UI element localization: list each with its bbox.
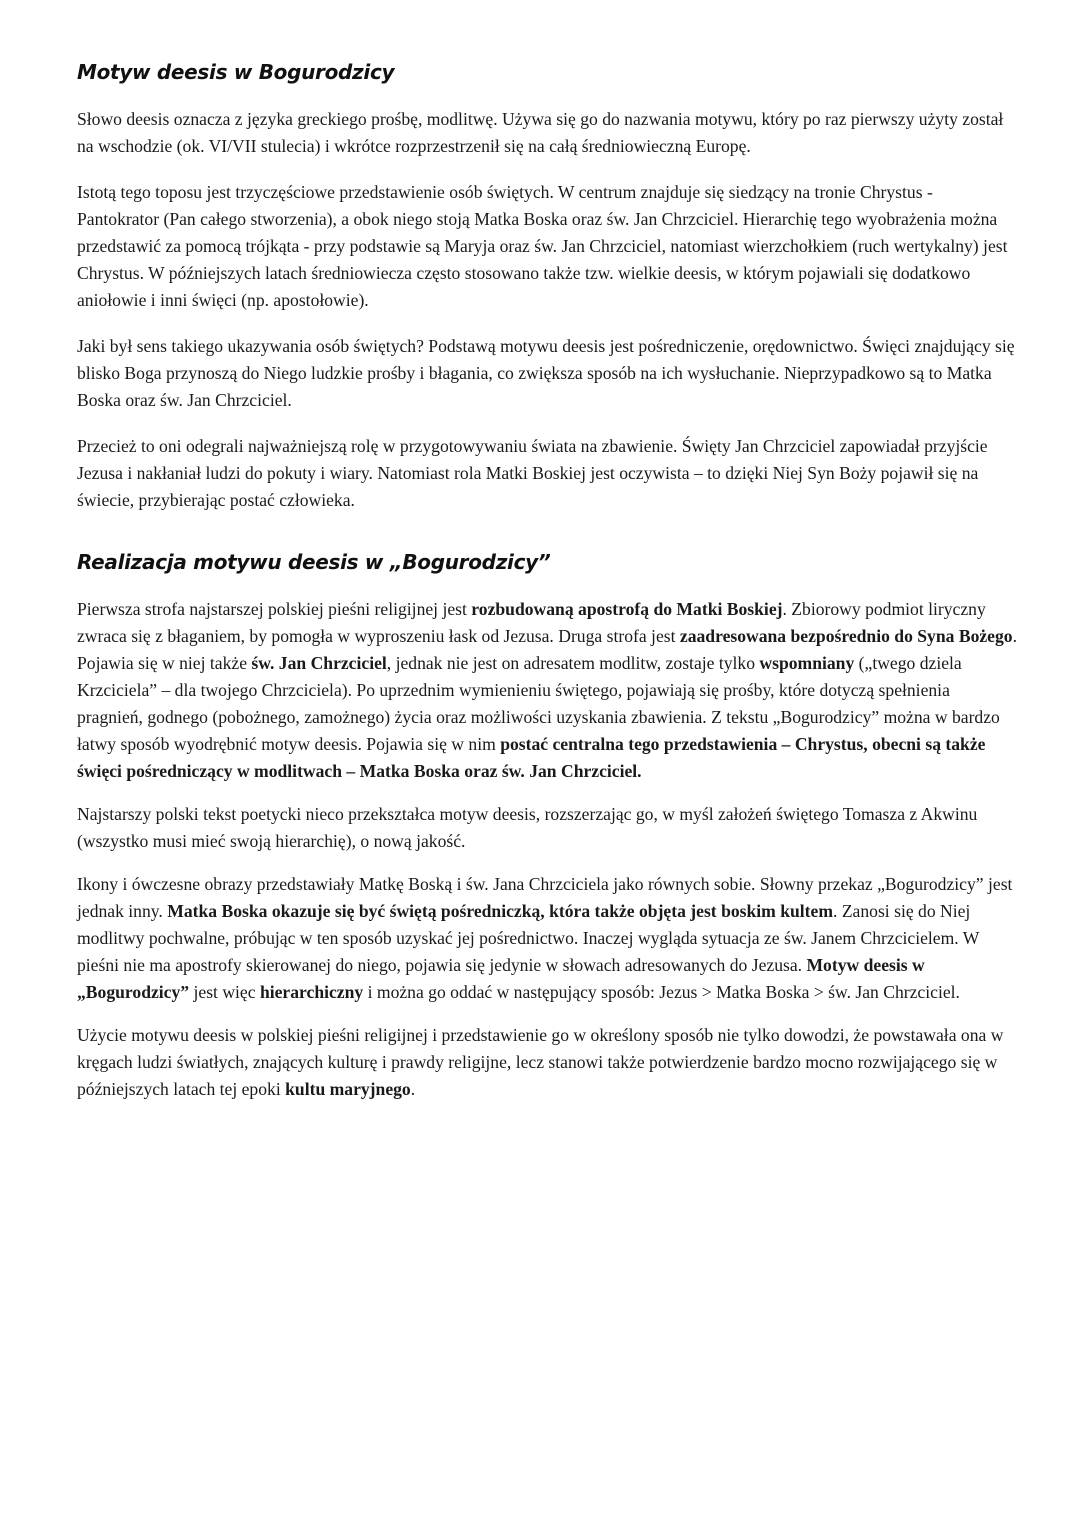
text-run: Pierwsza strofa najstarszej polskiej pieśni religijnej jest [77, 599, 472, 619]
bold-run: zaadresowana bezpośrednio do Syna Bożego [679, 626, 1013, 646]
bold-run: postać centralna tego przedstawienia – Chrystus, obecni są także święci pośredniczący w modlitwach – Matka Boska oraz św. Jan Chrzciciel. [77, 734, 986, 781]
text-run: , jednak nie jest on adresatem modlitw, zostaje tylko [386, 653, 760, 673]
text-run: . [410, 1079, 416, 1099]
paragraph-transformation: Najstarszy polski tekst poetycki nieco przekształca motyw deesis, rozszerzając go, w myśl założeń świętego Tomasza z Akwinu (wszystko musi mieć swoją hierarchię), o nową jakość. [77, 804, 978, 851]
bold-run: Motyw deesis w „Bogurodzicy” [77, 955, 925, 1002]
paragraph-stanzas [77, 596, 1017, 785]
section-heading-realization: Realizacja motywu deesis w „Bogurodzicy” [77, 550, 551, 574]
text-run: jest więc [189, 982, 260, 1002]
text-run: Ikony i ówczesne obrazy przedstawiały Matkę Boską i św. Jana Chrzciciela jako równych sobie. Słowny przekaz „Bogurodzicy” jest jednak inny. [77, 874, 1013, 921]
text-run: . Zanosi się do Niej modlitwy pochwalne, próbując w ten sposób uzyskać jej pośrednictwo. Inaczej wygląda sytuacja ze św. Janem Chrzcicielem. W pieśni nie ma apostrofy skierowanej do niego, pojawia się jedynie w słowach adresowanych do Jezusa. [77, 901, 980, 975]
paragraph-hierarchy [77, 871, 1017, 1006]
bold-run: św. Jan Chrzciciel [251, 653, 387, 673]
bold-run: wspomniany [759, 653, 855, 673]
text-run: . Pojawia się w niej także [77, 626, 1017, 673]
section-heading-deesis: Motyw deesis w Bogurodzicy [77, 60, 395, 84]
paragraph-conclusion [77, 1022, 1017, 1103]
document-page [77, 58, 1017, 1119]
text-run: („twego dziela Krzciciela” – dla twojego Chrzciciela). Po uprzednim wymienieniu świętego, pojawiają się prośby, które dotyczą spełnienia pragnień, godnego (pobożnego, zamożnego) życia oraz możliwości uzyskania zbawienia. Z tekstu „Bogurodzicy” można w bardzo łatwy sposób wyodrębnić motyw deesis. Pojawia się w nim [77, 653, 1000, 754]
bold-run: rozbudowaną apostrofą do Matki Boskiej [471, 599, 783, 619]
paragraph-salvation: Przecież to oni odegrali najważniejszą rolę w przygotowywaniu świata na zbawienie. Święty Jan Chrzciciel zapowiadał przyjście Jezusa i nakłaniał ludzi do pokuty i wiary. Natomiast rola Matki Boskiej jest oczywista – to dzięki Niej Syn Boży pojawił się na świecie, przybierając postać człowieka. [77, 436, 988, 510]
bold-run: Matka Boska okazuje się być świętą pośredniczką, która także objęta jest boskim kultem [167, 901, 834, 921]
paragraph-meaning: Jaki był sens takiego ukazywania osób świętych? Podstawą motywu deesis jest pośredniczenie, orędownictwo. Święci znajdujący się blisko Boga przynoszą do Niego ludzkie prośby i błagania, co zwiększa sposób na ich wysłuchanie. Nieprzypadkowo są to Matka Boska oraz św. Jan Chrzciciel. [77, 336, 1015, 410]
paragraph-topos: Istotą tego toposu jest trzyczęściowe przedstawienie osób świętych. W centrum znajduje się siedzący na tronie Chrystus - Pantokrator (Pan całego stworzenia), a obok niego stoją Matka Boska oraz św. Jan Chrzciciel. Hierarchię tego wyobrażenia można przedstawić za pomocą trójkąta - przy podstawie są Maryja oraz św. Jan Chrzciciel, natomiast wierzchołkiem (ruch wertykalny) jest Chrystus. W późniejszych latach średniowiecza często stosowano także tzw. wielkie deesis, w którym pojawiali się dodatkowo aniołowie i inni święci (np. apostołowie). [77, 182, 1008, 310]
text-run: i można go oddać w następujący sposób: Jezus > Matka Boska > św. Jan Chrzciciel. [363, 982, 960, 1002]
bold-run: hierarchiczny [259, 982, 364, 1002]
text-run: . Zbiorowy podmiot liryczny zwraca się z błaganiem, by pomogła w wyproszeniu łask od Jezusa. Druga strofa jest [77, 599, 986, 646]
text-run: Użycie motywu deesis w polskiej pieśni religijnej i przedstawienie go w określony sposób nie tylko dowodzi, że powstawała ona w kręgach ludzi światłych, znających kulturę i prawdy religijne, lecz stanowi także potwierdzenie bardzo mocno rozwijającego się w późniejszych latach tej epoki [77, 1025, 1004, 1099]
bold-run: kultu maryjnego [285, 1079, 411, 1099]
paragraph-definition: Słowo deesis oznacza z języka greckiego prośbę, modlitwę. Używa się go do nazwania motywu, który po raz pierwszy użyty został na wschodzie (ok. VI/VII stulecia) i wkrótce rozprzestrzenił się na całą średniowieczną Europę. [77, 109, 1004, 156]
